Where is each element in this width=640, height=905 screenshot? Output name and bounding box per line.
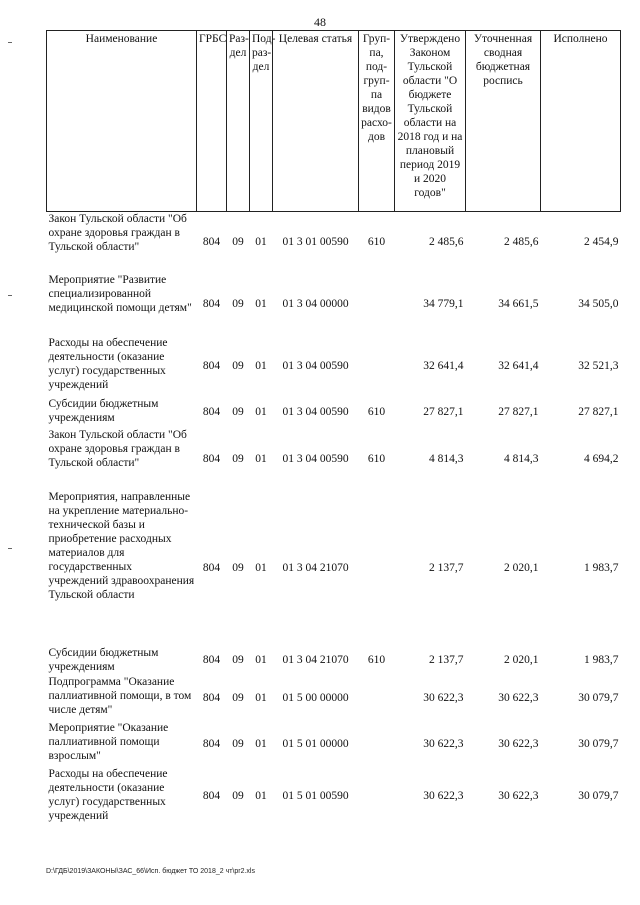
row-name: Подпрограмма "Оказание паллиативной помощи, в том числе детям" xyxy=(48,675,192,716)
row-razdel: 09 xyxy=(232,360,244,372)
row-podrazdel: 01 xyxy=(255,561,267,574)
table-header-row xyxy=(47,31,621,212)
row-name: Закон Тульской области "Об охране здоровья граждан в Тульской области" xyxy=(48,428,187,469)
row-target: 01 5 01 00000 xyxy=(282,737,349,750)
row-approved: 32 641,4 xyxy=(423,360,464,372)
row-grbs: 804 xyxy=(202,236,221,249)
page-number: 48 xyxy=(314,15,326,29)
row-podrazdel: 01 xyxy=(255,360,267,372)
margin-tick xyxy=(8,548,12,549)
row-executed: 1 983,7 xyxy=(584,561,619,574)
row-grbs: 804 xyxy=(202,691,221,704)
row-refined: 30 622,3 xyxy=(498,790,539,802)
row-refined: 34 661,5 xyxy=(498,298,539,310)
row-razdel: 09 xyxy=(232,654,244,666)
row-executed: 34 505,0 xyxy=(578,298,619,310)
file-path-footer: D:\ГДБ\2019\ЗАКОНЫ\ЗАС_66\Исп. бюджет ТО 2018_2 чт\pr2.xls xyxy=(46,868,255,875)
row-grbs: 804 xyxy=(202,561,221,574)
table-row xyxy=(47,212,621,273)
row-grbs: 804 xyxy=(202,790,221,802)
header-refined: Уточненная сводная бюджетная роспись xyxy=(466,31,541,212)
row-podrazdel: 01 xyxy=(255,691,267,704)
row-target: 01 5 00 00000 xyxy=(282,691,349,704)
row-grbs: 804 xyxy=(202,298,221,310)
row-approved: 2 137,7 xyxy=(429,654,464,666)
row-razdel: 09 xyxy=(232,452,244,465)
row-executed: 30 079,7 xyxy=(578,790,619,802)
row-name: Расходы на обеспечение деятельности (оказание услуг) государственных учреждений xyxy=(48,767,168,822)
row-podrazdel: 01 xyxy=(255,452,267,465)
header-group: Груп-па, под-груп-па видов расхо-дов xyxy=(359,31,395,212)
row-grbs: 804 xyxy=(202,654,221,666)
table-row xyxy=(47,646,621,675)
row-name: Закон Тульской области "Об охране здоровья граждан в Тульской области" xyxy=(48,213,187,253)
header-target: Целевая статья xyxy=(273,31,359,212)
row-refined: 27 827,1 xyxy=(498,406,539,418)
row-executed: 30 079,7 xyxy=(578,691,619,704)
row-target: 01 3 04 21070 xyxy=(282,654,349,666)
row-group xyxy=(359,721,395,767)
row-approved: 30 622,3 xyxy=(423,790,464,802)
table-row xyxy=(47,336,621,397)
row-refined: 2 485,6 xyxy=(504,236,539,249)
row-podrazdel: 01 xyxy=(255,654,267,666)
row-grbs: 804 xyxy=(202,737,221,750)
row-executed: 4 694,2 xyxy=(584,452,619,465)
row-group xyxy=(359,336,395,397)
row-razdel: 09 xyxy=(232,236,244,249)
row-razdel: 09 xyxy=(232,790,244,802)
header-razdel: Раз-дел xyxy=(227,31,250,212)
row-refined: 2 020,1 xyxy=(504,561,539,574)
row-podrazdel: 01 xyxy=(255,790,267,802)
table-row xyxy=(47,490,621,646)
row-podrazdel: 01 xyxy=(255,737,267,750)
row-group xyxy=(359,767,395,826)
row-name: Мероприятие "Оказание паллиативной помощи взрослым" xyxy=(48,721,169,762)
row-group xyxy=(359,490,395,646)
row-target: 01 5 01 00590 xyxy=(282,790,349,802)
row-grbs: 804 xyxy=(202,360,221,372)
row-refined: 30 622,3 xyxy=(498,691,539,704)
row-approved: 27 827,1 xyxy=(423,406,464,418)
row-name: Мероприятие "Развитие специализированной медицинской помощи детям" xyxy=(48,273,192,314)
row-group: 610 xyxy=(367,654,386,666)
row-podrazdel: 01 xyxy=(255,406,267,418)
row-grbs: 804 xyxy=(202,406,221,418)
budget-table xyxy=(46,30,621,826)
row-approved: 34 779,1 xyxy=(423,298,464,310)
table-row xyxy=(47,428,621,490)
row-razdel: 09 xyxy=(232,561,244,574)
row-approved: 4 814,3 xyxy=(429,452,464,465)
row-refined: 32 641,4 xyxy=(498,360,539,372)
row-executed: 30 079,7 xyxy=(578,737,619,750)
row-group: 610 xyxy=(367,452,386,465)
row-name: Субсидии бюджетным учреждениям xyxy=(48,397,159,424)
row-executed: 32 521,3 xyxy=(578,360,619,372)
margin-tick xyxy=(8,295,12,296)
header-executed: Исполнено xyxy=(541,31,621,212)
row-group: 610 xyxy=(367,406,386,418)
row-target: 01 3 04 00000 xyxy=(282,298,349,310)
margin-tick xyxy=(8,42,12,43)
row-podrazdel: 01 xyxy=(255,236,267,249)
table-row xyxy=(47,397,621,428)
row-razdel: 09 xyxy=(232,406,244,418)
table-row xyxy=(47,721,621,767)
row-approved: 2 485,6 xyxy=(429,236,464,249)
row-executed: 27 827,1 xyxy=(578,406,619,418)
row-target: 01 3 04 00590 xyxy=(282,360,349,372)
row-refined: 2 020,1 xyxy=(504,654,539,666)
row-approved: 30 622,3 xyxy=(423,737,464,750)
header-podrazdel: Под-раз-дел xyxy=(250,31,273,212)
row-name: Субсидии бюджетным учреждениям xyxy=(48,646,159,673)
row-group xyxy=(359,273,395,336)
row-target: 01 3 04 00590 xyxy=(282,406,349,418)
table-row xyxy=(47,767,621,826)
row-target: 01 3 04 21070 xyxy=(282,561,349,574)
row-refined: 4 814,3 xyxy=(504,452,539,465)
row-refined: 30 622,3 xyxy=(498,737,539,750)
row-group xyxy=(359,675,395,721)
row-razdel: 09 xyxy=(232,737,244,750)
row-name: Мероприятия, направленные на укрепление материально-технической базы и приобретение расходных материалов для государственных учреждений здравоохранения Тульской области xyxy=(48,490,195,601)
header-name: Наименование xyxy=(47,31,197,212)
row-podrazdel: 01 xyxy=(255,298,267,310)
row-razdel: 09 xyxy=(232,298,244,310)
row-grbs: 804 xyxy=(202,452,221,465)
table-row xyxy=(47,273,621,336)
row-executed: 1 983,7 xyxy=(584,654,619,666)
header-grbs: ГРБС xyxy=(197,31,227,212)
row-target: 01 3 01 00590 xyxy=(282,236,349,249)
row-name: Расходы на обеспечение деятельности (оказание услуг) государственных учреждений xyxy=(48,336,168,391)
row-razdel: 09 xyxy=(232,691,244,704)
row-approved: 30 622,3 xyxy=(423,691,464,704)
table-row xyxy=(47,675,621,721)
header-approved: Утверждено Законом Тульской области "О бюджете Тульской области на 2018 год и на плановый период 2019 и 2020 годов" xyxy=(395,31,466,212)
row-target: 01 3 04 00590 xyxy=(282,452,349,465)
row-group: 610 xyxy=(367,236,386,249)
row-approved: 2 137,7 xyxy=(429,561,464,574)
row-executed: 2 454,9 xyxy=(584,236,619,249)
